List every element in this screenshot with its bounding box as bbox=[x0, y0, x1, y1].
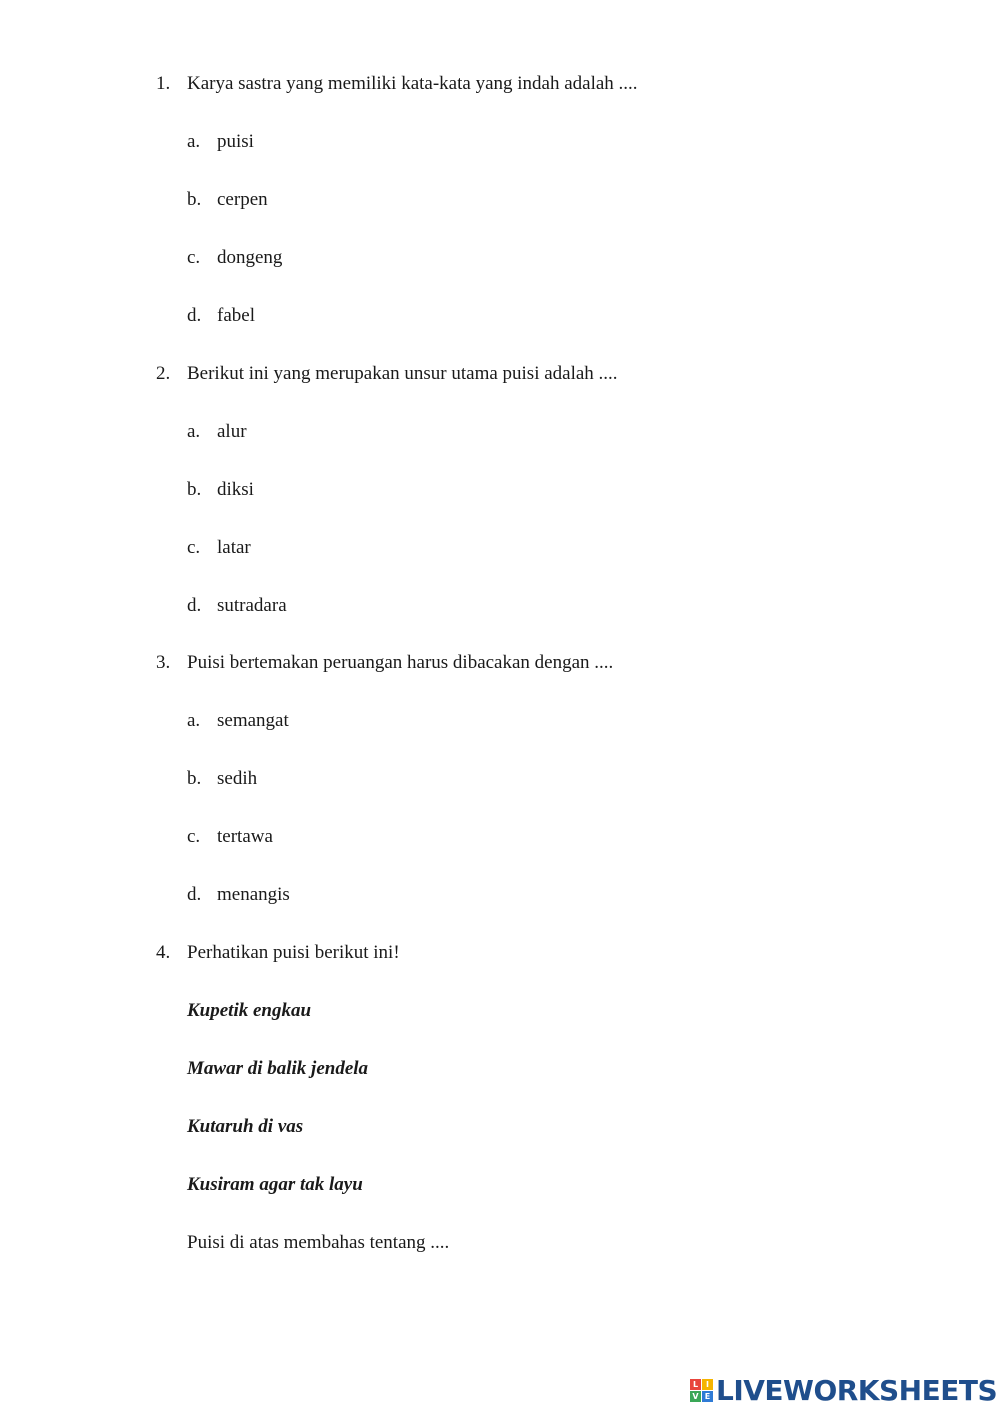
liveworksheets-logo-icon bbox=[690, 1379, 713, 1402]
option-letter: b. bbox=[187, 189, 202, 210]
option-letter: a. bbox=[187, 421, 201, 442]
option-text: dongeng bbox=[217, 247, 283, 268]
option-text: puisi bbox=[217, 131, 254, 152]
option-letter: d. bbox=[187, 884, 202, 905]
option-letter: d. bbox=[187, 595, 202, 616]
poem-text: Kutaruh di vas bbox=[187, 1116, 304, 1137]
option-text: latar bbox=[217, 537, 251, 558]
logo-text: LIVEWORKSHEETS bbox=[716, 1373, 998, 1407]
logo-icon-tile: V bbox=[690, 1391, 701, 1402]
poem-text: Kupetik engkau bbox=[187, 1000, 312, 1021]
option-letter: d. bbox=[187, 305, 202, 326]
option-letter: b. bbox=[187, 768, 202, 789]
liveworksheets-logo bbox=[690, 1374, 997, 1406]
question-text: Perhatikan puisi berikut ini! bbox=[187, 942, 400, 963]
option-text: tertawa bbox=[217, 826, 273, 847]
option-letter: a. bbox=[187, 710, 201, 731]
followup-text: Puisi di atas membahas tentang .... bbox=[187, 1232, 450, 1253]
option-text: semangat bbox=[217, 710, 289, 731]
question-text: Karya sastra yang memiliki kata-kata yang indah adalah .... bbox=[187, 73, 638, 94]
question-number: 4. bbox=[156, 942, 171, 963]
option-text: sutradara bbox=[217, 595, 287, 616]
question-number: 2. bbox=[156, 363, 171, 384]
question-number: 3. bbox=[156, 652, 171, 673]
logo-icon-tile: I bbox=[702, 1379, 713, 1390]
option-letter: b. bbox=[187, 479, 202, 500]
option-text: cerpen bbox=[217, 189, 268, 210]
option-text: diksi bbox=[217, 479, 254, 500]
logo-icon-tile: E bbox=[702, 1391, 713, 1402]
option-letter: c. bbox=[187, 247, 201, 268]
option-text: menangis bbox=[217, 884, 290, 905]
option-letter: c. bbox=[187, 826, 201, 847]
option-letter: c. bbox=[187, 537, 201, 558]
question-number: 1. bbox=[156, 73, 171, 94]
poem-text: Kusiram agar tak layu bbox=[187, 1174, 363, 1195]
poem-text: Mawar di balik jendela bbox=[187, 1058, 369, 1079]
option-text: alur bbox=[217, 421, 247, 442]
option-letter: a. bbox=[187, 131, 201, 152]
question-text: Puisi bertemakan peruangan harus dibacakan dengan .... bbox=[187, 652, 614, 673]
option-text: sedih bbox=[217, 768, 258, 789]
option-text: fabel bbox=[217, 305, 255, 326]
question-text: Berikut ini yang merupakan unsur utama puisi adalah .... bbox=[187, 363, 618, 384]
logo-icon-tile: L bbox=[690, 1379, 701, 1390]
